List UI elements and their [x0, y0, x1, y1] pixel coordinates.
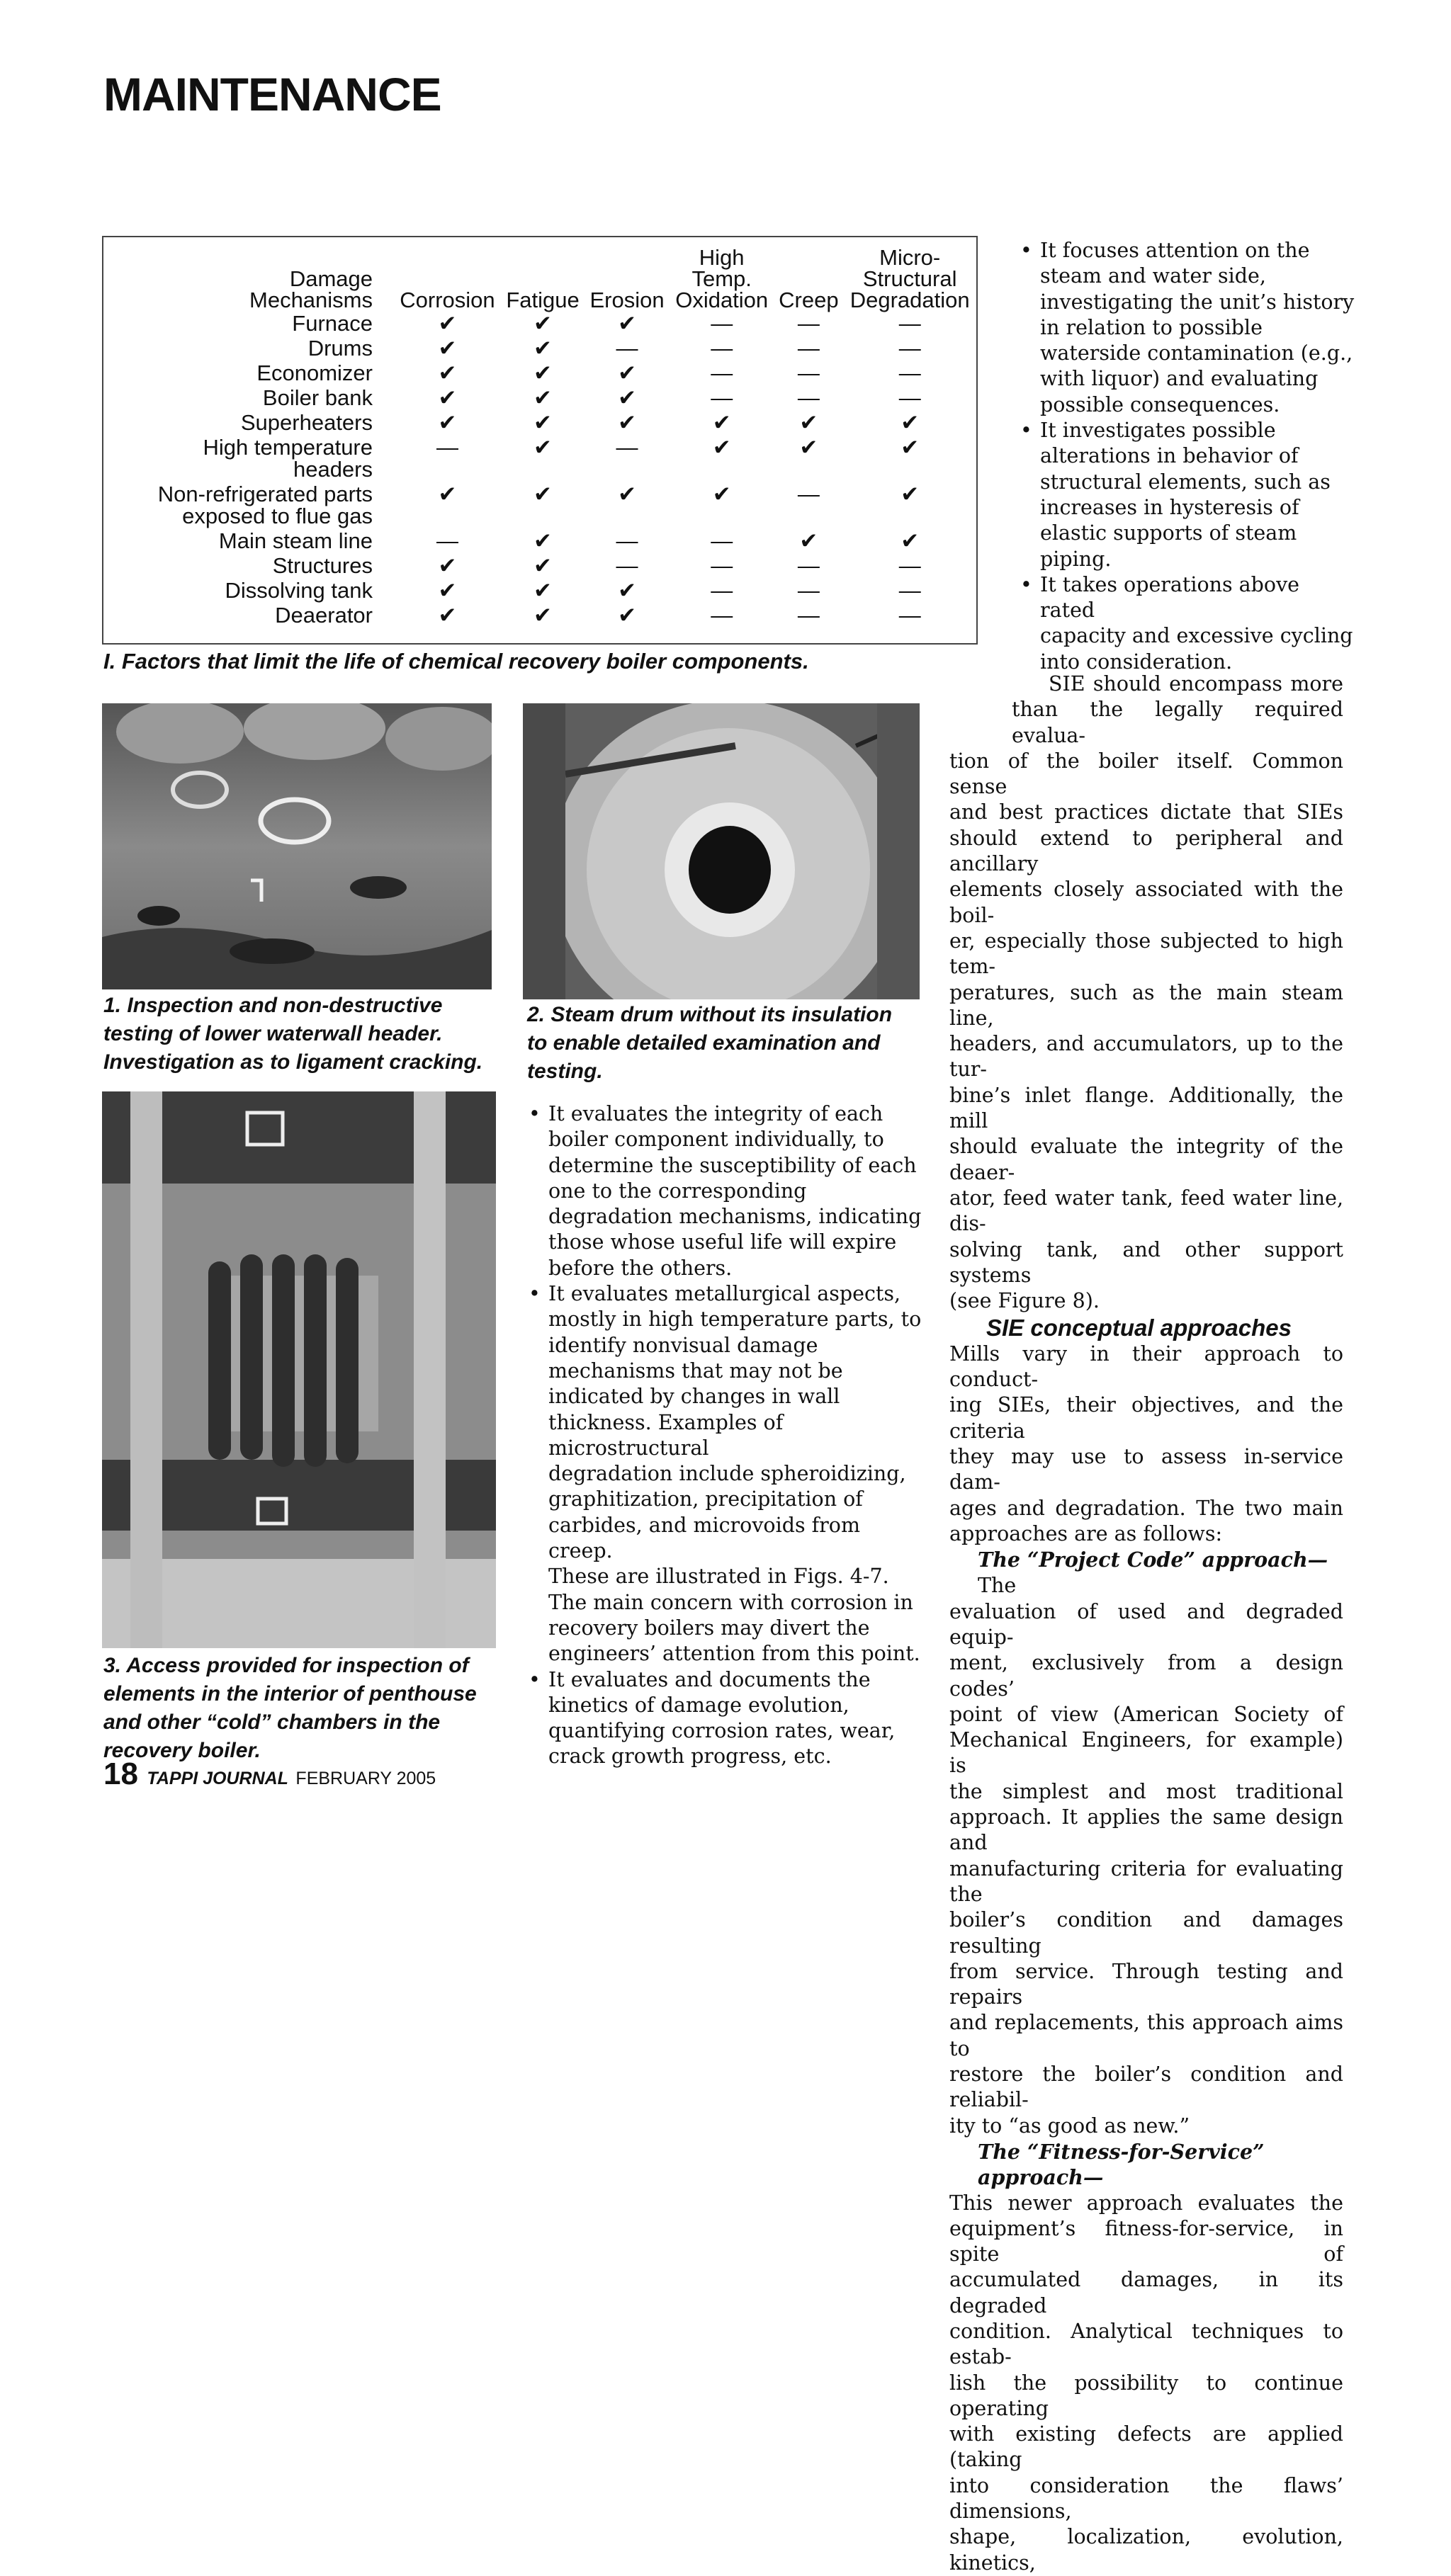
table-row: [103, 578, 976, 603]
text-line: degradation mechanisms, indicating: [548, 1205, 922, 1229]
text-line: and best practices dictate that SIEs: [949, 800, 1343, 824]
table-cell: —: [797, 482, 820, 506]
column-header: [394, 247, 501, 311]
bullet-item: [526, 1667, 922, 1770]
text-line: structural elements, such as: [1040, 470, 1331, 494]
text-line: These are illustrated in Figs. 4-7.: [548, 1565, 889, 1589]
text-line: evaluation of used and degraded equip-: [949, 1599, 1343, 1649]
table-row: [103, 435, 976, 482]
table-cell: ✔: [618, 482, 637, 506]
table-cell: ✔: [533, 435, 553, 460]
label-line: Main steam line: [218, 528, 373, 553]
table-row: [103, 311, 976, 336]
table-cell: ✔: [533, 385, 553, 410]
text-line: waterside contamination (e.g.,: [1040, 341, 1353, 365]
table-cell: ✔: [618, 603, 637, 628]
table-cell: —: [898, 311, 921, 336]
row-label: [103, 410, 394, 435]
label-line: Superheaters: [240, 410, 373, 435]
table-cell: —: [711, 361, 733, 385]
caption-line: Investigation as to ligament cracking.: [103, 1050, 483, 1074]
table-cell: —: [898, 553, 921, 578]
waterwall-header-image: [102, 703, 492, 989]
text-fragment: The: [978, 1574, 1017, 1598]
table-row: [103, 482, 976, 528]
evaluation-bullet-list: [526, 1101, 922, 1770]
text-line: quantifying corrosion rates, wear,: [548, 1719, 896, 1743]
table-cell: ✔: [438, 578, 457, 603]
column-header: [774, 247, 843, 311]
publication-name: TAPPI JOURNAL: [147, 1769, 288, 1788]
figure-3-photo: [102, 1091, 496, 1648]
header-line: Corrosion: [400, 288, 495, 312]
text-line: mechanisms that may not be: [548, 1358, 843, 1383]
text-line: with existing defects are applied (taking: [949, 2422, 1343, 2472]
header-line: Mechanisms: [249, 288, 373, 312]
issue-date: FEBRUARY 2005: [295, 1769, 436, 1788]
table-cell: —: [898, 336, 921, 361]
caption-line: elements in the interior of penthouse: [103, 1682, 477, 1706]
bullet-item: [526, 1281, 922, 1667]
text-line: • It takes operations above rated: [1040, 572, 1300, 623]
text-line: identify nonvisual damage: [548, 1333, 818, 1357]
table-cell: ✔: [533, 482, 553, 506]
text-line: and replacements, this approach aims to: [949, 2011, 1343, 2060]
label-line: Boiler bank: [262, 385, 373, 410]
column-header: [670, 247, 774, 311]
text-line: • It evaluates the integrity of each: [548, 1102, 883, 1125]
table-row: [103, 553, 976, 578]
table-cell: ✔: [799, 435, 818, 460]
text-line: investigating the unit’s history: [1040, 290, 1355, 314]
text-line: kinetics of damage evolution,: [548, 1693, 849, 1717]
table-cell: ✔: [533, 553, 553, 578]
label-line: Economizer: [256, 361, 373, 385]
text-line: condition. Analytical techniques to estab-: [949, 2320, 1343, 2369]
table-cell: ✔: [799, 528, 818, 553]
label-line: Drums: [307, 336, 373, 361]
text-line: degradation include spheroidizing,: [548, 1462, 906, 1486]
label-line: exposed to flue gas: [182, 504, 373, 528]
text-line: SIE should encompass more: [1049, 672, 1343, 696]
row-label: [103, 361, 394, 385]
table-body: [103, 311, 976, 628]
table-cell: ✔: [438, 410, 457, 435]
text-line: The main concern with corrosion in: [548, 1590, 913, 1614]
table-cell: —: [616, 528, 638, 553]
text-line: in relation to possible: [1040, 315, 1263, 339]
table-cell: —: [898, 603, 921, 628]
lead-in: The “Project Code” approach—: [978, 1548, 1328, 1572]
label-line: Deaerator: [275, 603, 373, 628]
header-line: Degradation: [849, 288, 970, 312]
section-heading: MAINTENANCE: [103, 68, 441, 120]
text-line: [949, 1547, 1343, 1599]
text-line: graphitization, precipitation of: [548, 1487, 863, 1511]
header-line: High: [699, 245, 745, 270]
text-line: boiler’s condition and damages resulting: [949, 1908, 1343, 1958]
text-line: carbides, and microvoids from creep.: [548, 1513, 860, 1563]
text-line: crack growth progress, etc.: [548, 1744, 832, 1769]
figure-1-photo: [102, 703, 492, 989]
table-cell: ✔: [533, 528, 553, 553]
text-line: determine the susceptibility of each: [548, 1153, 917, 1177]
label-line: Structures: [272, 553, 373, 578]
text-line: piping.: [1040, 547, 1112, 571]
page-footer: [103, 1757, 436, 1792]
caption-line: testing.: [527, 1060, 603, 1083]
text-line: should extend to peripheral and ancillary: [949, 826, 1343, 876]
caption-line: and other “cold” chambers in the: [103, 1710, 441, 1734]
table-row: [103, 528, 976, 553]
text-line: those whose useful life will expire: [548, 1230, 897, 1254]
header-line: Structural: [862, 266, 957, 291]
bullet-item: [526, 1101, 922, 1281]
table-row: [103, 336, 976, 361]
text-line: shape, localization, evolution, kinetics,: [949, 2525, 1343, 2575]
header-line: Erosion: [589, 288, 665, 312]
header-line: Micro-: [879, 245, 941, 270]
table-cell: —: [797, 385, 820, 410]
text-line: Mechanical Engineers, for example) is: [949, 1728, 1343, 1778]
text-line: ment, exclusively from a design codes’: [949, 1651, 1343, 1701]
text-line: • It evaluates metallurgical aspects,: [548, 1282, 901, 1306]
table-row: [103, 603, 976, 628]
table-cell: ✔: [533, 603, 553, 628]
text-line: possible consequences.: [1040, 392, 1280, 416]
table-cell: ✔: [618, 311, 637, 336]
table-cell: ✔: [438, 361, 457, 385]
text-line: should evaluate the integrity of the deaer-: [949, 1135, 1343, 1184]
table-cell: ✔: [618, 361, 637, 385]
focus-bullet-list: [1017, 238, 1357, 675]
table-cell: —: [797, 311, 820, 336]
text-line: steam and water side,: [1040, 264, 1266, 288]
table-cell: ✔: [618, 385, 637, 410]
text-line: recovery boilers may divert the: [548, 1616, 870, 1640]
table-grid: [103, 247, 976, 628]
text-line: solving tank, and other support systems: [949, 1237, 1343, 1287]
text-line: bine’s inlet flange. Additionally, the mill: [949, 1083, 1343, 1133]
label-line: headers: [293, 457, 373, 482]
steam-drum-image: [523, 703, 920, 999]
table-cell: ✔: [533, 361, 553, 385]
text-line: indicated by changes in wall: [548, 1385, 840, 1409]
table-cell: —: [711, 603, 733, 628]
bullet-item: [1017, 238, 1357, 418]
text-line: Mills vary in their approach to conduct-: [949, 1341, 1343, 1392]
row-label: [103, 311, 394, 336]
figure-3-caption: [103, 1652, 500, 1765]
row-label: [103, 578, 394, 603]
caption-line: 3. Access provided for inspection of: [103, 1654, 469, 1677]
text-line: the simplest and most traditional: [949, 1779, 1343, 1803]
right-column-text: [949, 671, 1343, 2576]
table-cell: ✔: [618, 578, 637, 603]
page-number: 18: [103, 1757, 138, 1791]
text-line: er, especially those subjected to high tem-: [949, 929, 1343, 979]
table-cell: ✔: [438, 311, 457, 336]
bullet-item: [1017, 418, 1357, 572]
text-line: into consideration the flaws’ dimensions,: [949, 2473, 1343, 2524]
header-line: Oxidation: [675, 288, 769, 312]
table-cell: —: [797, 603, 820, 628]
text-line: mostly in high temperature parts, to: [548, 1307, 922, 1332]
text-line: capacity and excessive cycling: [1040, 624, 1353, 648]
header-line: Creep: [779, 288, 839, 312]
label-line: Non-refrigerated parts: [157, 482, 373, 506]
text-line: • It evaluates and documents the: [548, 1667, 871, 1691]
paragraph-project-code: [949, 1547, 1343, 2139]
column-header: [585, 247, 670, 311]
table-cell: ✔: [533, 578, 553, 603]
table-cell: ✔: [533, 410, 553, 435]
text-line: they may use to assess in-service dam-: [949, 1444, 1343, 1494]
caption-line: 1. Inspection and non-destructive: [103, 994, 443, 1017]
text-line: • It focuses attention on the: [1040, 239, 1310, 262]
text-line: ages and degradation. The two main: [949, 1496, 1343, 1520]
row-label: [103, 336, 394, 361]
table-cell: —: [616, 336, 638, 361]
text-line: restore the boiler’s condition and reliabil-: [949, 2062, 1343, 2112]
figure-2-photo: [523, 703, 920, 999]
text-line: ity to “as good as new.”: [949, 2113, 1190, 2138]
text-line: ator, feed water tank, feed water line, dis-: [949, 1186, 1343, 1236]
table-cell: —: [797, 336, 820, 361]
table-cell: —: [898, 578, 921, 603]
table-cell: ✔: [438, 553, 457, 578]
table-cell: —: [616, 553, 638, 578]
table-cell: ✔: [712, 410, 731, 435]
table-cell: ✔: [438, 336, 457, 361]
text-line: equipment’s fitness-for-service, in spite of: [949, 2216, 1343, 2266]
text-line: into consideration.: [1040, 649, 1233, 674]
figure-2-caption: [527, 1001, 924, 1086]
header-line: Fatigue: [506, 288, 580, 312]
table-cell: —: [898, 361, 921, 385]
text-line: This newer approach evaluates the: [949, 2191, 1343, 2215]
label-line: Furnace: [292, 311, 373, 336]
paragraph-fitness-for-service: [949, 2139, 1343, 2576]
table-cell: —: [711, 385, 733, 410]
text-line: headers, and accumulators, up to the tur-: [949, 1032, 1343, 1082]
row-label: [103, 553, 394, 578]
table-cell: ✔: [712, 482, 731, 506]
bullet-item: [1017, 572, 1357, 675]
table-cell: —: [711, 578, 733, 603]
paragraph-sie-scope: [949, 671, 1343, 1314]
table-cell: ✔: [900, 410, 920, 435]
row-label: [103, 482, 394, 528]
text-line: accumulated damages, in its degraded: [949, 2268, 1343, 2317]
table-cell: ✔: [438, 385, 457, 410]
lead-in: The “Fitness-for-Service” approach—: [978, 2139, 1265, 2190]
header-line: Damage: [289, 266, 373, 291]
table-cell: —: [436, 435, 458, 460]
text-line: alterations in behavior of: [1040, 444, 1299, 468]
table-caption: I. Factors that limit the life of chemical recovery boiler components.: [103, 649, 809, 674]
row-label: [103, 528, 394, 553]
table-cell: —: [711, 553, 733, 578]
text-line: with liquor) and evaluating: [1040, 367, 1319, 391]
caption-line: 2. Steam drum without its insulation: [527, 1003, 893, 1026]
caption-line: recovery boiler.: [103, 1739, 261, 1762]
text-line: approaches are as follows:: [949, 1521, 1223, 1545]
table-cell: ✔: [533, 336, 553, 361]
table-cell: ✔: [533, 311, 553, 336]
label-line: High temperature: [203, 435, 373, 460]
section-subheading: SIE conceptual approaches: [986, 1315, 1292, 1341]
text-line: elastic supports of steam: [1040, 521, 1297, 545]
table-cell: —: [711, 528, 733, 553]
text-line: than the legally required evalua-: [1012, 698, 1343, 747]
text-line: thickness. Examples of microstructural: [548, 1410, 784, 1460]
table-cell: ✔: [900, 435, 920, 460]
text-line: boiler component individually, to: [548, 1128, 884, 1152]
row-header-cell: [103, 247, 394, 311]
column-header: [501, 247, 585, 311]
text-line: (see Figure 8).: [949, 1289, 1100, 1313]
caption-line: to enable detailed examination and: [527, 1031, 881, 1055]
table-row: [103, 410, 976, 435]
text-line: approach. It applies the same design and: [949, 1805, 1343, 1855]
text-line: one to the corresponding: [548, 1179, 807, 1203]
text-line: tion of the boiler itself. Common sense: [949, 749, 1343, 799]
row-label: [103, 603, 394, 628]
table-header-row: [103, 247, 976, 311]
table-cell: ✔: [712, 435, 731, 460]
text-line: elements closely associated with the boil-: [949, 878, 1343, 927]
damage-mechanisms-table: [102, 236, 978, 645]
table-cell: —: [711, 336, 733, 361]
middle-column: [526, 1101, 922, 1770]
table-cell: ✔: [799, 410, 818, 435]
text-line: lish the possibility to continue operating: [949, 2371, 1343, 2420]
table-cell: ✔: [438, 482, 457, 506]
table-cell: ✔: [900, 528, 920, 553]
table-cell: —: [797, 361, 820, 385]
table-cell: ✔: [900, 482, 920, 506]
text-line: from service. Through testing and repairs: [949, 1959, 1343, 2009]
table-row: [103, 385, 976, 410]
paragraph-approaches-intro: [949, 1341, 1343, 1547]
row-label: [103, 435, 394, 482]
row-label: [103, 385, 394, 410]
table-cell: —: [711, 311, 733, 336]
text-line: • It investigates possible: [1040, 419, 1276, 443]
label-line: Dissolving tank: [225, 578, 373, 603]
text-line: before the others.: [548, 1256, 733, 1280]
text-line: increases in hysteresis of: [1040, 495, 1299, 519]
text-line: peratures, such as the main steam line,: [949, 980, 1343, 1030]
figure-1-caption: [103, 992, 500, 1077]
column-header: [843, 247, 976, 311]
penthouse-interior-image: [102, 1091, 496, 1648]
table-cell: ✔: [438, 603, 457, 628]
text-line: engineers’ attention from this point.: [548, 1642, 920, 1666]
table-cell: —: [436, 528, 458, 553]
table-cell: ✔: [618, 410, 637, 435]
right-column-bullets: [1017, 238, 1357, 675]
text-line: manufacturing criteria for evaluating the: [949, 1856, 1343, 1906]
text-line: point of view (American Society of: [949, 1702, 1343, 1726]
caption-line: testing of lower waterwall header.: [103, 1022, 443, 1045]
table-cell: —: [797, 578, 820, 603]
header-line: Temp.: [691, 266, 752, 291]
table-cell: —: [616, 435, 638, 460]
table-row: [103, 361, 976, 385]
table-cell: —: [797, 553, 820, 578]
text-line: ing SIEs, their objectives, and the criteria: [949, 1393, 1343, 1443]
table-cell: —: [898, 385, 921, 410]
